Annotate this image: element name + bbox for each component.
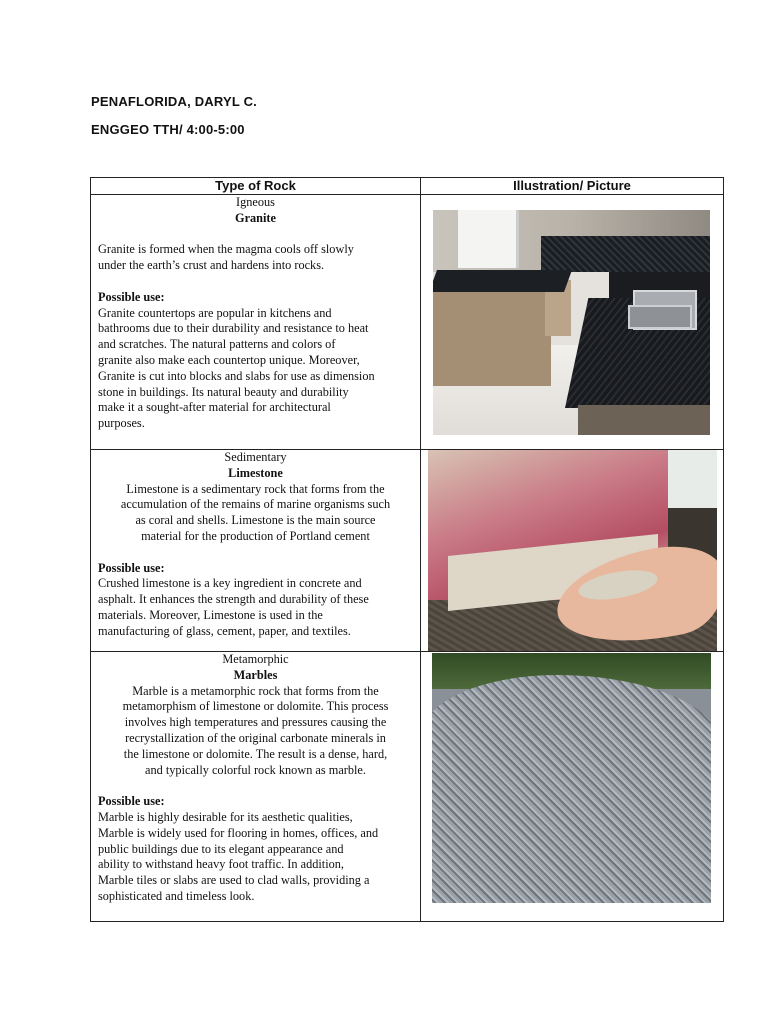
text-line: make it a sought-after material for architectural — [98, 400, 331, 415]
table-row — [91, 450, 724, 652]
text-line: involves high temperatures and pressures causing the — [124, 715, 387, 730]
possible-use-label: Possible use: — [98, 560, 165, 575]
text-line: ability to withstand heavy foot traffic. In addition, — [98, 857, 344, 872]
text-line: Granite countertops are popular in kitchens and — [98, 305, 332, 320]
table-header-row — [91, 178, 724, 195]
text-line: Limestone is a sedimentary rock that forms from the — [126, 481, 385, 496]
rock-text-cell — [91, 450, 421, 652]
text-line: material for the production of Portland cement — [141, 528, 370, 543]
text-line: recrystallization of the original carbonate minerals in — [125, 730, 386, 745]
text-line: Marble is widely used for flooring in homes, offices, and — [98, 825, 379, 840]
text-line: asphalt. It enhances the strength and durability of these — [98, 592, 369, 607]
possible-use-text — [98, 306, 413, 432]
rock-description — [98, 242, 413, 274]
rock-text-cell — [91, 195, 421, 450]
text-line: bathrooms due to their durability and resistance to heat — [98, 321, 369, 336]
text-line: purposes. — [98, 416, 145, 431]
rock-name: Granite — [235, 210, 276, 225]
rock-picture-cell — [421, 450, 724, 652]
text-line: and typically colorful rock known as marble. — [145, 762, 366, 777]
text-line: sophisticated and timeless look. — [98, 888, 255, 903]
table-row — [91, 195, 724, 450]
text-line: accumulation of the remains of marine organisms such — [120, 497, 391, 512]
text-line: and scratches. The natural patterns and colors of — [98, 337, 336, 352]
text-line: Granite is formed when the magma cools off slowly — [98, 242, 354, 257]
table-row — [91, 652, 724, 922]
rock-description — [98, 482, 413, 545]
text-line: Granite is cut into blocks and slabs for use as dimension — [98, 368, 375, 383]
rock-description — [98, 684, 413, 779]
text-line: the limestone or dolomite. The result is a dense, hard, — [123, 746, 388, 761]
rock-name: Marbles — [233, 667, 278, 682]
rock-table — [90, 177, 724, 922]
rock-picture-cell — [421, 652, 724, 922]
rock-name: Limestone — [228, 465, 283, 480]
rock-category: Sedimentary — [224, 450, 287, 464]
course-schedule: ENGGEO TTH/ 4:00-5:00 — [91, 122, 245, 137]
text-line: Crushed limestone is a key ingredient in concrete and — [98, 576, 362, 591]
student-name: PENAFLORIDA, DARYL C. — [91, 94, 257, 109]
column-header-type: Type of Rock — [91, 178, 421, 195]
column-header-picture: Illustration/ Picture — [421, 178, 724, 195]
possible-use-text — [98, 810, 413, 905]
text-line: under the earth’s crust and hardens into rocks. — [98, 258, 325, 273]
marble-gravel-image — [432, 653, 711, 903]
text-line: Marble tiles or slabs are used to clad walls, providing a — [98, 873, 370, 888]
rock-category: Metamorphic — [222, 652, 289, 666]
rock-picture-cell — [421, 195, 724, 450]
text-line: granite also make each countertop unique. Moreover, — [98, 352, 360, 367]
text-line: as coral and shells. Limestone is the main source — [135, 513, 376, 528]
text-line: manufacturing of glass, cement, paper, and textiles. — [98, 623, 351, 638]
rock-category: Igneous — [236, 195, 275, 209]
limestone-cement-image — [428, 450, 717, 651]
text-line: public buildings due to its elegant appearance and — [98, 841, 344, 856]
text-line: Marble is highly desirable for its aesthetic qualities, — [98, 809, 353, 824]
text-line: materials. Moreover, Limestone is used in the — [98, 607, 323, 622]
rock-text-cell — [91, 652, 421, 922]
possible-use-label: Possible use: — [98, 289, 165, 304]
possible-use-text — [98, 576, 413, 639]
text-line: stone in buildings. Its natural beauty and durability — [98, 384, 349, 399]
granite-kitchen-image — [433, 210, 710, 435]
text-line: Marble is a metamorphic rock that forms from the — [132, 683, 379, 698]
possible-use-label: Possible use: — [98, 794, 165, 809]
text-line: metamorphism of limestone or dolomite. This process — [122, 699, 389, 714]
